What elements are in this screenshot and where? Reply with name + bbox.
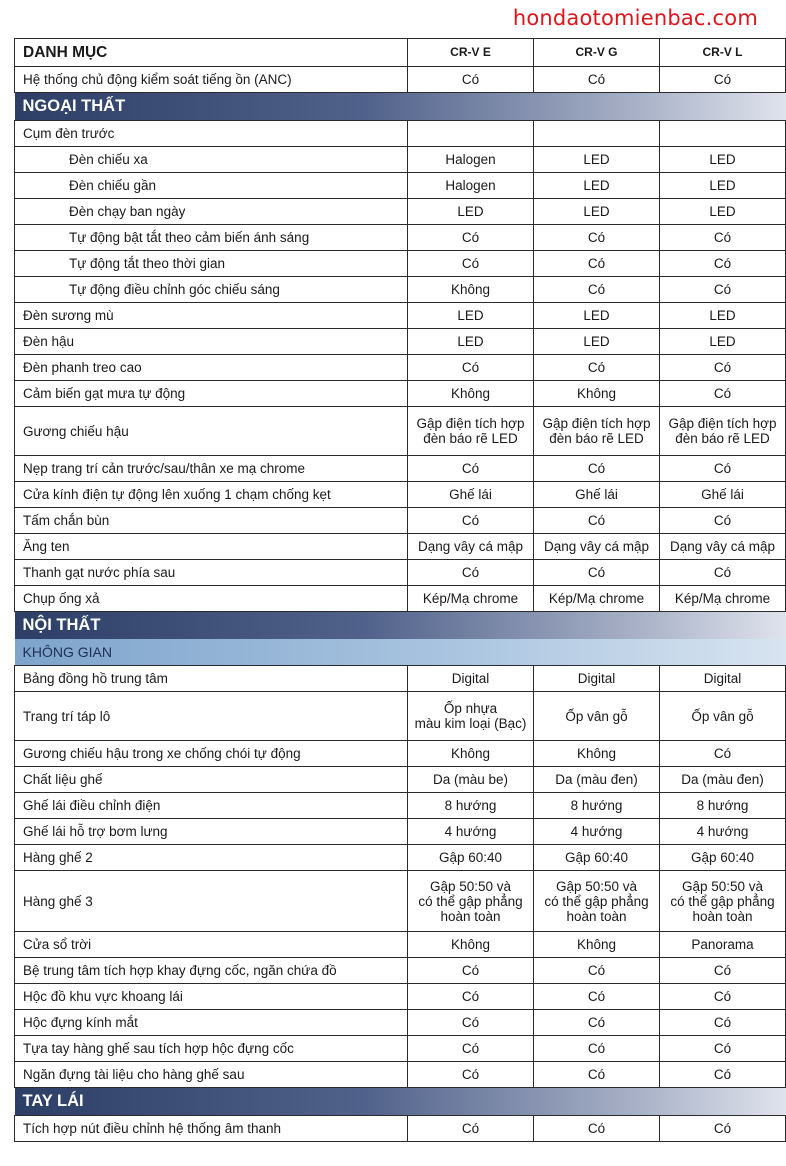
row-label: Nẹp trang trí cản trước/sau/thân xe mạ chrome [15,456,408,482]
value-crv-g: Có [534,225,660,251]
value-crv-e: Halogen [408,173,534,199]
row-label: Cửa kính điện tự động lên xuống 1 chạm chống kẹt [15,482,408,508]
section-header-row [15,612,786,640]
row-label: Ghế lái hỗ trợ bơm lưng [15,819,408,845]
value-crv-g: LED [534,303,660,329]
value-crv-l: 4 hướng [660,819,786,845]
value-crv-e: Có [408,560,534,586]
row-label: Tự động điều chỉnh góc chiếu sáng [15,277,408,303]
value-crv-l: Gập điện tích hợp đèn báo rẽ LED [660,407,786,456]
value-crv-g: Có [534,277,660,303]
value-crv-e: Ghế lái [408,482,534,508]
table-row [15,1062,786,1088]
value-crv-g: Không [534,741,660,767]
table-row [15,508,786,534]
value-crv-l: Có [660,741,786,767]
value-crv-g: Da (màu đen) [534,767,660,793]
value-crv-l: Gập 50:50 và có thể gập phẳng hoàn toàn [660,871,786,932]
row-label: Hệ thống chủ động kiểm soát tiếng ồn (ANC) [15,67,408,93]
value-crv-e: Không [408,277,534,303]
value-crv-g: Gập 50:50 và có thể gập phẳng hoàn toàn [534,871,660,932]
section-title: TAY LÁI [15,1088,786,1116]
value-crv-e: LED [408,303,534,329]
header-crv-l: CR-V L [660,39,786,67]
value-crv-l: Có [660,277,786,303]
row-label: Đèn phanh treo cao [15,355,408,381]
value-crv-g: LED [534,173,660,199]
row-label: Đèn chạy ban ngày [15,199,408,225]
table-row [15,819,786,845]
row-label: Tựa tay hàng ghế sau tích hợp hộc đựng cốc [15,1036,408,1062]
value-crv-e: Có [408,1036,534,1062]
value-crv-g: LED [534,199,660,225]
row-label: Chụp ống xả [15,586,408,612]
value-crv-e: Không [408,381,534,407]
value-crv-g: Gập điện tích hợp đèn báo rẽ LED [534,407,660,456]
table-row [15,1116,786,1142]
section-title: NGOẠI THẤT [15,93,786,121]
row-label: Cửa sổ trời [15,932,408,958]
value-crv-e: Có [408,355,534,381]
value-crv-l: Có [660,508,786,534]
table-row [15,871,786,932]
row-label: Ghế lái điều chỉnh điện [15,793,408,819]
value-crv-g: Có [534,958,660,984]
value-crv-e: Gập điện tích hợp đèn báo rẽ LED [408,407,534,456]
value-crv-e: Digital [408,666,534,692]
value-crv-e: LED [408,329,534,355]
row-label: Ăng ten [15,534,408,560]
table-row [15,456,786,482]
table-row [15,666,786,692]
value-crv-e: Có [408,225,534,251]
value-crv-l: Có [660,1010,786,1036]
value-crv-l: Có [660,1036,786,1062]
value-crv-e: 8 hướng [408,793,534,819]
value-crv-l: Có [660,1116,786,1142]
value-crv-e: LED [408,199,534,225]
row-label: Tấm chắn bùn [15,508,408,534]
value-crv-l: LED [660,303,786,329]
value-crv-g: LED [534,147,660,173]
row-label: Đèn sương mù [15,303,408,329]
value-crv-l: 8 hướng [660,793,786,819]
header-crv-e: CR-V E [408,39,534,67]
value-crv-l: Panorama [660,932,786,958]
value-crv-g: Không [534,932,660,958]
table-row [15,793,786,819]
value-crv-l: Digital [660,666,786,692]
row-label: Ngăn đựng tài liệu cho hàng ghế sau [15,1062,408,1088]
table-row [15,355,786,381]
value-crv-l: LED [660,173,786,199]
section-header-row [15,1088,786,1116]
value-crv-l: Ốp vân gỗ [660,692,786,741]
table-row [15,482,786,508]
spec-table [14,38,786,1142]
table-row [15,121,786,147]
table-row [15,225,786,251]
value-crv-l: Có [660,355,786,381]
value-crv-l: LED [660,329,786,355]
value-crv-g: 4 hướng [534,819,660,845]
value-crv-l: Dạng vây cá mập [660,534,786,560]
value-crv-e: Gập 60:40 [408,845,534,871]
value-crv-g: Ốp vân gỗ [534,692,660,741]
table-row [15,381,786,407]
table-row [15,586,786,612]
value-crv-g: Có [534,984,660,1010]
row-label: Hộc đựng kính mắt [15,1010,408,1036]
table-row [15,1036,786,1062]
row-label: Đèn hậu [15,329,408,355]
value-crv-l: Có [660,67,786,93]
value-crv-g: LED [534,329,660,355]
table-row [15,560,786,586]
table-row [15,692,786,741]
table-row [15,173,786,199]
row-label: Cảm biến gạt mưa tự động [15,381,408,407]
value-crv-l: LED [660,147,786,173]
value-crv-e: Có [408,67,534,93]
row-label: Đèn chiếu gần [15,173,408,199]
value-crv-e: Ốp nhựa màu kim loại (Bạc) [408,692,534,741]
value-crv-g [534,121,660,147]
table-row [15,329,786,355]
value-crv-g: Có [534,355,660,381]
value-crv-g: Có [534,1062,660,1088]
table-row [15,932,786,958]
value-crv-g: Ghế lái [534,482,660,508]
row-label: Tự động bật tắt theo cảm biến ánh sáng [15,225,408,251]
header-crv-g: CR-V G [534,39,660,67]
row-label: Gương chiếu hậu trong xe chống chói tự động [15,741,408,767]
value-crv-g: Có [534,1036,660,1062]
value-crv-g: Có [534,508,660,534]
table-row [15,845,786,871]
value-crv-l: Có [660,958,786,984]
table-row [15,407,786,456]
value-crv-l: LED [660,199,786,225]
spec-table-body [15,39,786,1142]
value-crv-e [408,121,534,147]
value-crv-l: Ghế lái [660,482,786,508]
value-crv-l [660,121,786,147]
value-crv-l: Da (màu đen) [660,767,786,793]
value-crv-g: Kép/Mạ chrome [534,586,660,612]
value-crv-l: Có [660,1062,786,1088]
value-crv-l: Có [660,381,786,407]
value-crv-l: Có [660,560,786,586]
row-label: Bảng đồng hồ trung tâm [15,666,408,692]
value-crv-e: Không [408,932,534,958]
value-crv-g: Có [534,456,660,482]
table-row [15,199,786,225]
table-row [15,534,786,560]
section-header-row [15,93,786,121]
row-label: Hàng ghế 3 [15,871,408,932]
value-crv-e: 4 hướng [408,819,534,845]
row-label: Trang trí táp lô [15,692,408,741]
value-crv-g: 8 hướng [534,793,660,819]
row-label: Hộc đồ khu vực khoang lái [15,984,408,1010]
row-label: Gương chiếu hậu [15,407,408,456]
subsection-title: KHÔNG GIAN [15,639,786,666]
row-label: Chất liệu ghế [15,767,408,793]
subsection-header-row [15,639,786,666]
table-row [15,277,786,303]
row-label: Bệ trung tâm tích hợp khay đựng cốc, ngăn chứa đồ [15,958,408,984]
value-crv-l: Có [660,251,786,277]
table-row [15,67,786,93]
table-row [15,741,786,767]
value-crv-e: Có [408,1010,534,1036]
value-crv-g: Có [534,251,660,277]
value-crv-e: Có [408,958,534,984]
value-crv-e: Có [408,456,534,482]
value-crv-l: Có [660,225,786,251]
value-crv-l: Gập 60:40 [660,845,786,871]
row-label: Tự động tắt theo thời gian [15,251,408,277]
site-watermark: hondaotomienbac.com [512,6,758,30]
header-row [15,39,786,67]
table-row [15,147,786,173]
table-row [15,251,786,277]
value-crv-g: Có [534,1116,660,1142]
header-category: DANH MỤC [15,39,408,67]
table-row [15,984,786,1010]
value-crv-e: Dạng vây cá mập [408,534,534,560]
value-crv-g: Có [534,560,660,586]
table-row [15,958,786,984]
value-crv-e: Kép/Mạ chrome [408,586,534,612]
value-crv-e: Không [408,741,534,767]
value-crv-e: Halogen [408,147,534,173]
row-label: Đèn chiếu xa [15,147,408,173]
value-crv-g: Dạng vây cá mập [534,534,660,560]
value-crv-e: Có [408,508,534,534]
section-title: NỘI THẤT [15,612,786,640]
row-label: Hàng ghế 2 [15,845,408,871]
row-label: Thanh gạt nước phía sau [15,560,408,586]
value-crv-g: Digital [534,666,660,692]
value-crv-e: Có [408,984,534,1010]
value-crv-g: Không [534,381,660,407]
value-crv-g: Có [534,67,660,93]
row-label: Tích hợp nút điều chỉnh hệ thống âm thanh [15,1116,408,1142]
value-crv-e: Có [408,1062,534,1088]
table-row [15,303,786,329]
value-crv-e: Gập 50:50 và có thể gập phẳng hoàn toàn [408,871,534,932]
table-row [15,767,786,793]
value-crv-g: Có [534,1010,660,1036]
table-row [15,1010,786,1036]
value-crv-l: Có [660,984,786,1010]
value-crv-e: Da (màu be) [408,767,534,793]
value-crv-g: Gập 60:40 [534,845,660,871]
value-crv-l: Kép/Mạ chrome [660,586,786,612]
row-label: Cụm đèn trước [15,121,408,147]
value-crv-e: Có [408,1116,534,1142]
value-crv-e: Có [408,251,534,277]
value-crv-l: Có [660,456,786,482]
